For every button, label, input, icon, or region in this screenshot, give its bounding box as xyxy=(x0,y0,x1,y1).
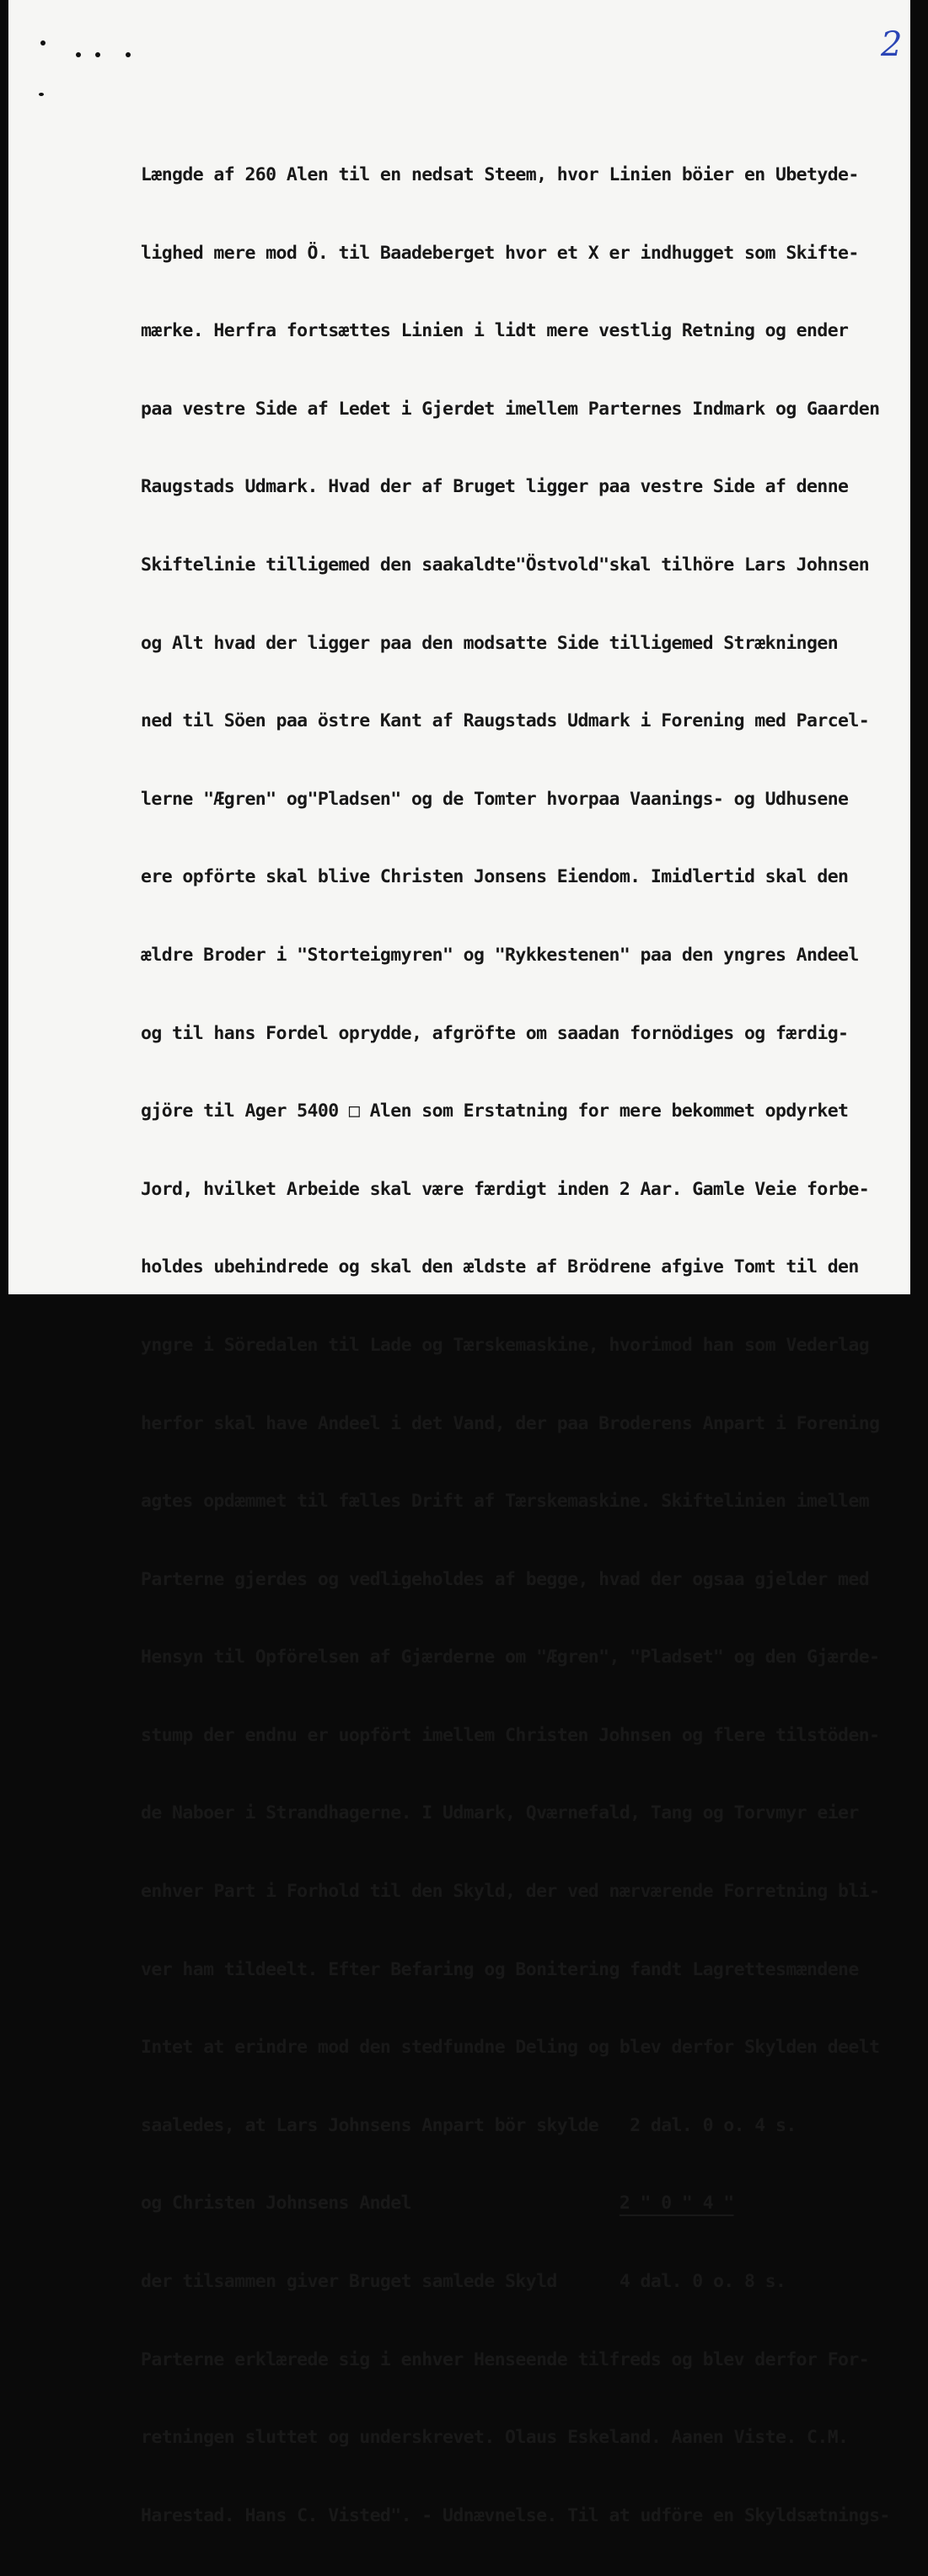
text-line: ver ham tildeelt. Efter Befaring og Bonitering fandt Lagrettesmændene xyxy=(141,1958,859,1980)
punch-mark-icon xyxy=(126,52,131,57)
text-line: Parterne erklærede sig i enhver Henseende tilfreds og blev derfor For- xyxy=(141,2348,870,2370)
text-line: Længde af 260 Alen til en nedsat Steem, hvor Linien böier en Ubetyde- xyxy=(141,164,859,185)
text-line: Jord, hvilket Arbeide skal være færdigt inden 2 Aar. Gamle Veie forbe- xyxy=(141,1178,870,1200)
text-line: Raugstads Udmark. Hvad der af Bruget ligger paa vestre Side af denne xyxy=(141,476,849,498)
text-line: paa vestre Side af Ledet i Gjerdet imellem Parternes Indmark og Gaarden xyxy=(141,398,880,420)
text-line: Intet at erindre mod den stedfundne Deling og blev derfor Skylden deelt xyxy=(141,2037,880,2059)
text-line: retningen sluttet og underskrevet. Olaus Eskeland. Aanen Viste. C.M. xyxy=(141,2427,849,2449)
page-number: 2 xyxy=(881,25,903,64)
text-line: lerne "Ægren" og"Pladsen" og de Tomter hvorpaa Vaanings- og Udhusene xyxy=(141,788,849,810)
text-line: Parterne gjerdes og vedligeholdes af begge, hvad der ogsaa gjelder med xyxy=(141,1568,870,1590)
text-line: saaledes, at Lars Johnsens Anpart bör skylde 2 dal. 0 o. 4 s. xyxy=(141,2114,797,2136)
text-line: holdes ubehindrede og skal den ældste af Brödrene afgive Tomt til den xyxy=(141,1256,859,1278)
punch-mark-icon xyxy=(76,52,81,57)
andel-line xyxy=(141,2186,904,2222)
andel-label: og Christen Johnsens Andel xyxy=(141,2193,411,2215)
text-line: yngre i Söredalen til Lade og Tærskemaskine, hvorimod han som Vederlag xyxy=(141,1334,870,1356)
text-line: Skiftelinie tilligemed den saakaldte"Östvold"skal tilhöre Lars Johnsen xyxy=(141,554,870,576)
text-line: ere opförte skal blive Christen Jonsens Eiendom. Imidlertid skal den xyxy=(141,866,849,888)
text-line: herfor skal have Andeel i det Vand, der paa Broderens Anpart i Forening xyxy=(141,1412,880,1434)
punch-mark-icon xyxy=(95,52,100,57)
punch-mark-icon xyxy=(39,93,44,96)
text-line: ældre Broder i "Storteigmyren" og "Rykkestenen" paa den yngres Andeel xyxy=(141,944,859,966)
andel-amount: 2 " 0 " 4 " xyxy=(619,2193,734,2215)
total-amount: 4 dal. 0 o. 8 s. xyxy=(619,2271,786,2293)
text-line: stump der endnu er uopfört imellem Christen Johnsen og flere tilstöden- xyxy=(141,1724,880,1746)
text-line: gjöre til Ager 5400 □ Alen som Erstatning for mere bekommet opdyrket xyxy=(141,1101,849,1122)
text-line: Harestad. Hans C. Visted". - Udnævnelse. Til at udföre en Skyldsætnings- xyxy=(141,2504,890,2526)
text-line: og til hans Fordel oprydde, afgröfte om saadan fornödiges og færdig- xyxy=(141,1022,849,1044)
text-line: og Alt hvad der ligger paa den modsatte Side tilligemed Strækningen xyxy=(141,632,839,654)
text-line: mærke. Herfra fortsættes Linien i lidt mere vestlig Retning og ender xyxy=(141,320,849,342)
text-line: agtes opdæmmet til fælles Drift af Tærskemaskine. Skiftelinien imellem xyxy=(141,1491,870,1513)
text-line: Hensyn til Opförelsen af Gjærderne om "Ægren", "Pladset" og den Gjærde- xyxy=(141,1647,880,1668)
text-line: ned til Söen paa östre Kant af Raugstads Udmark i Forening med Parcel- xyxy=(141,710,870,732)
punch-mark-icon xyxy=(40,40,46,46)
typed-text xyxy=(141,115,904,2576)
text-line: enhver Part i Forhold til den Skyld, der ved nærværende Forretning bli- xyxy=(141,1881,880,1903)
total-line xyxy=(141,2264,904,2300)
total-label: der tilsammen giver Bruget samlede Skyld xyxy=(141,2271,557,2293)
document-page xyxy=(8,0,910,2526)
text-line: de Naboer i Strandhagerne. I Udmark, Qværnefald, Tang og Torvmyr eier xyxy=(141,1802,859,1824)
text-line: lighed mere mod Ö. til Baadeberget hvor et X er indhugget som Skifte- xyxy=(141,242,859,264)
